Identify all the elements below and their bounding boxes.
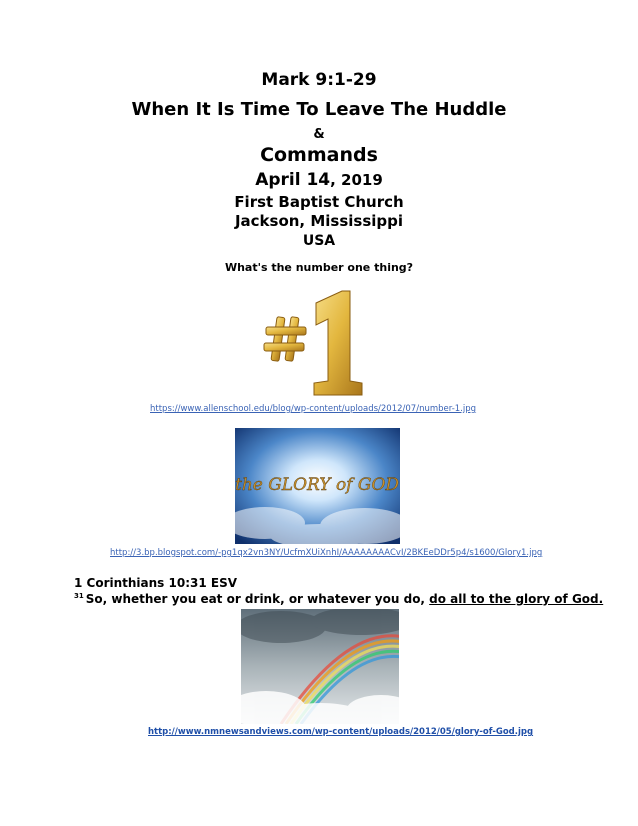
verse-reference: 1 Corinthians 10:31 ESV [74,576,238,590]
church-country: USA [302,233,336,249]
glory-overlay-text: the GLORY of GOD [235,475,400,495]
sermon-subtitle: Commands [260,144,378,166]
clouds-rainbow-image [241,609,399,724]
image-caption-link[interactable]: http://3.bp.blogspot.com/-pg1qx2vn3NY/UcfmXUiXnhI/AAAAAAAACvI/2BKEeDDr5p4/s1600/Glory1.jpg [110,548,543,558]
scripture-reference: Mark 9:1-29 [261,70,377,90]
number-one-image [258,285,378,400]
verse-number: 31 [74,592,84,600]
title-ampersand: & [313,127,325,142]
verse-emphasis: do all to the glory of God. [429,592,604,606]
church-name: First Baptist Church [234,193,404,211]
church-city: Jackson, Mississippi [234,212,404,230]
image-caption-link[interactable]: https://www.allenschool.edu/blog/wp-content/uploads/2012/07/number-1.jpg [150,404,477,414]
glory-of-god-image [235,428,400,544]
date-day: April 14 [255,170,331,190]
sermon-date [0,170,638,190]
verse-text [74,592,603,606]
sermon-title: When It Is Time To Leave The Huddle [131,99,507,120]
date-year: , 2019 [330,171,383,189]
verse-body: So, whether you eat or drink, or whatever you do, [85,592,430,606]
image-caption-link[interactable]: http://www.nmnewsandviews.com/wp-content/uploads/2012/05/glory-of-God.jpg [148,727,534,737]
question-text: What's the number one thing? [224,261,414,274]
